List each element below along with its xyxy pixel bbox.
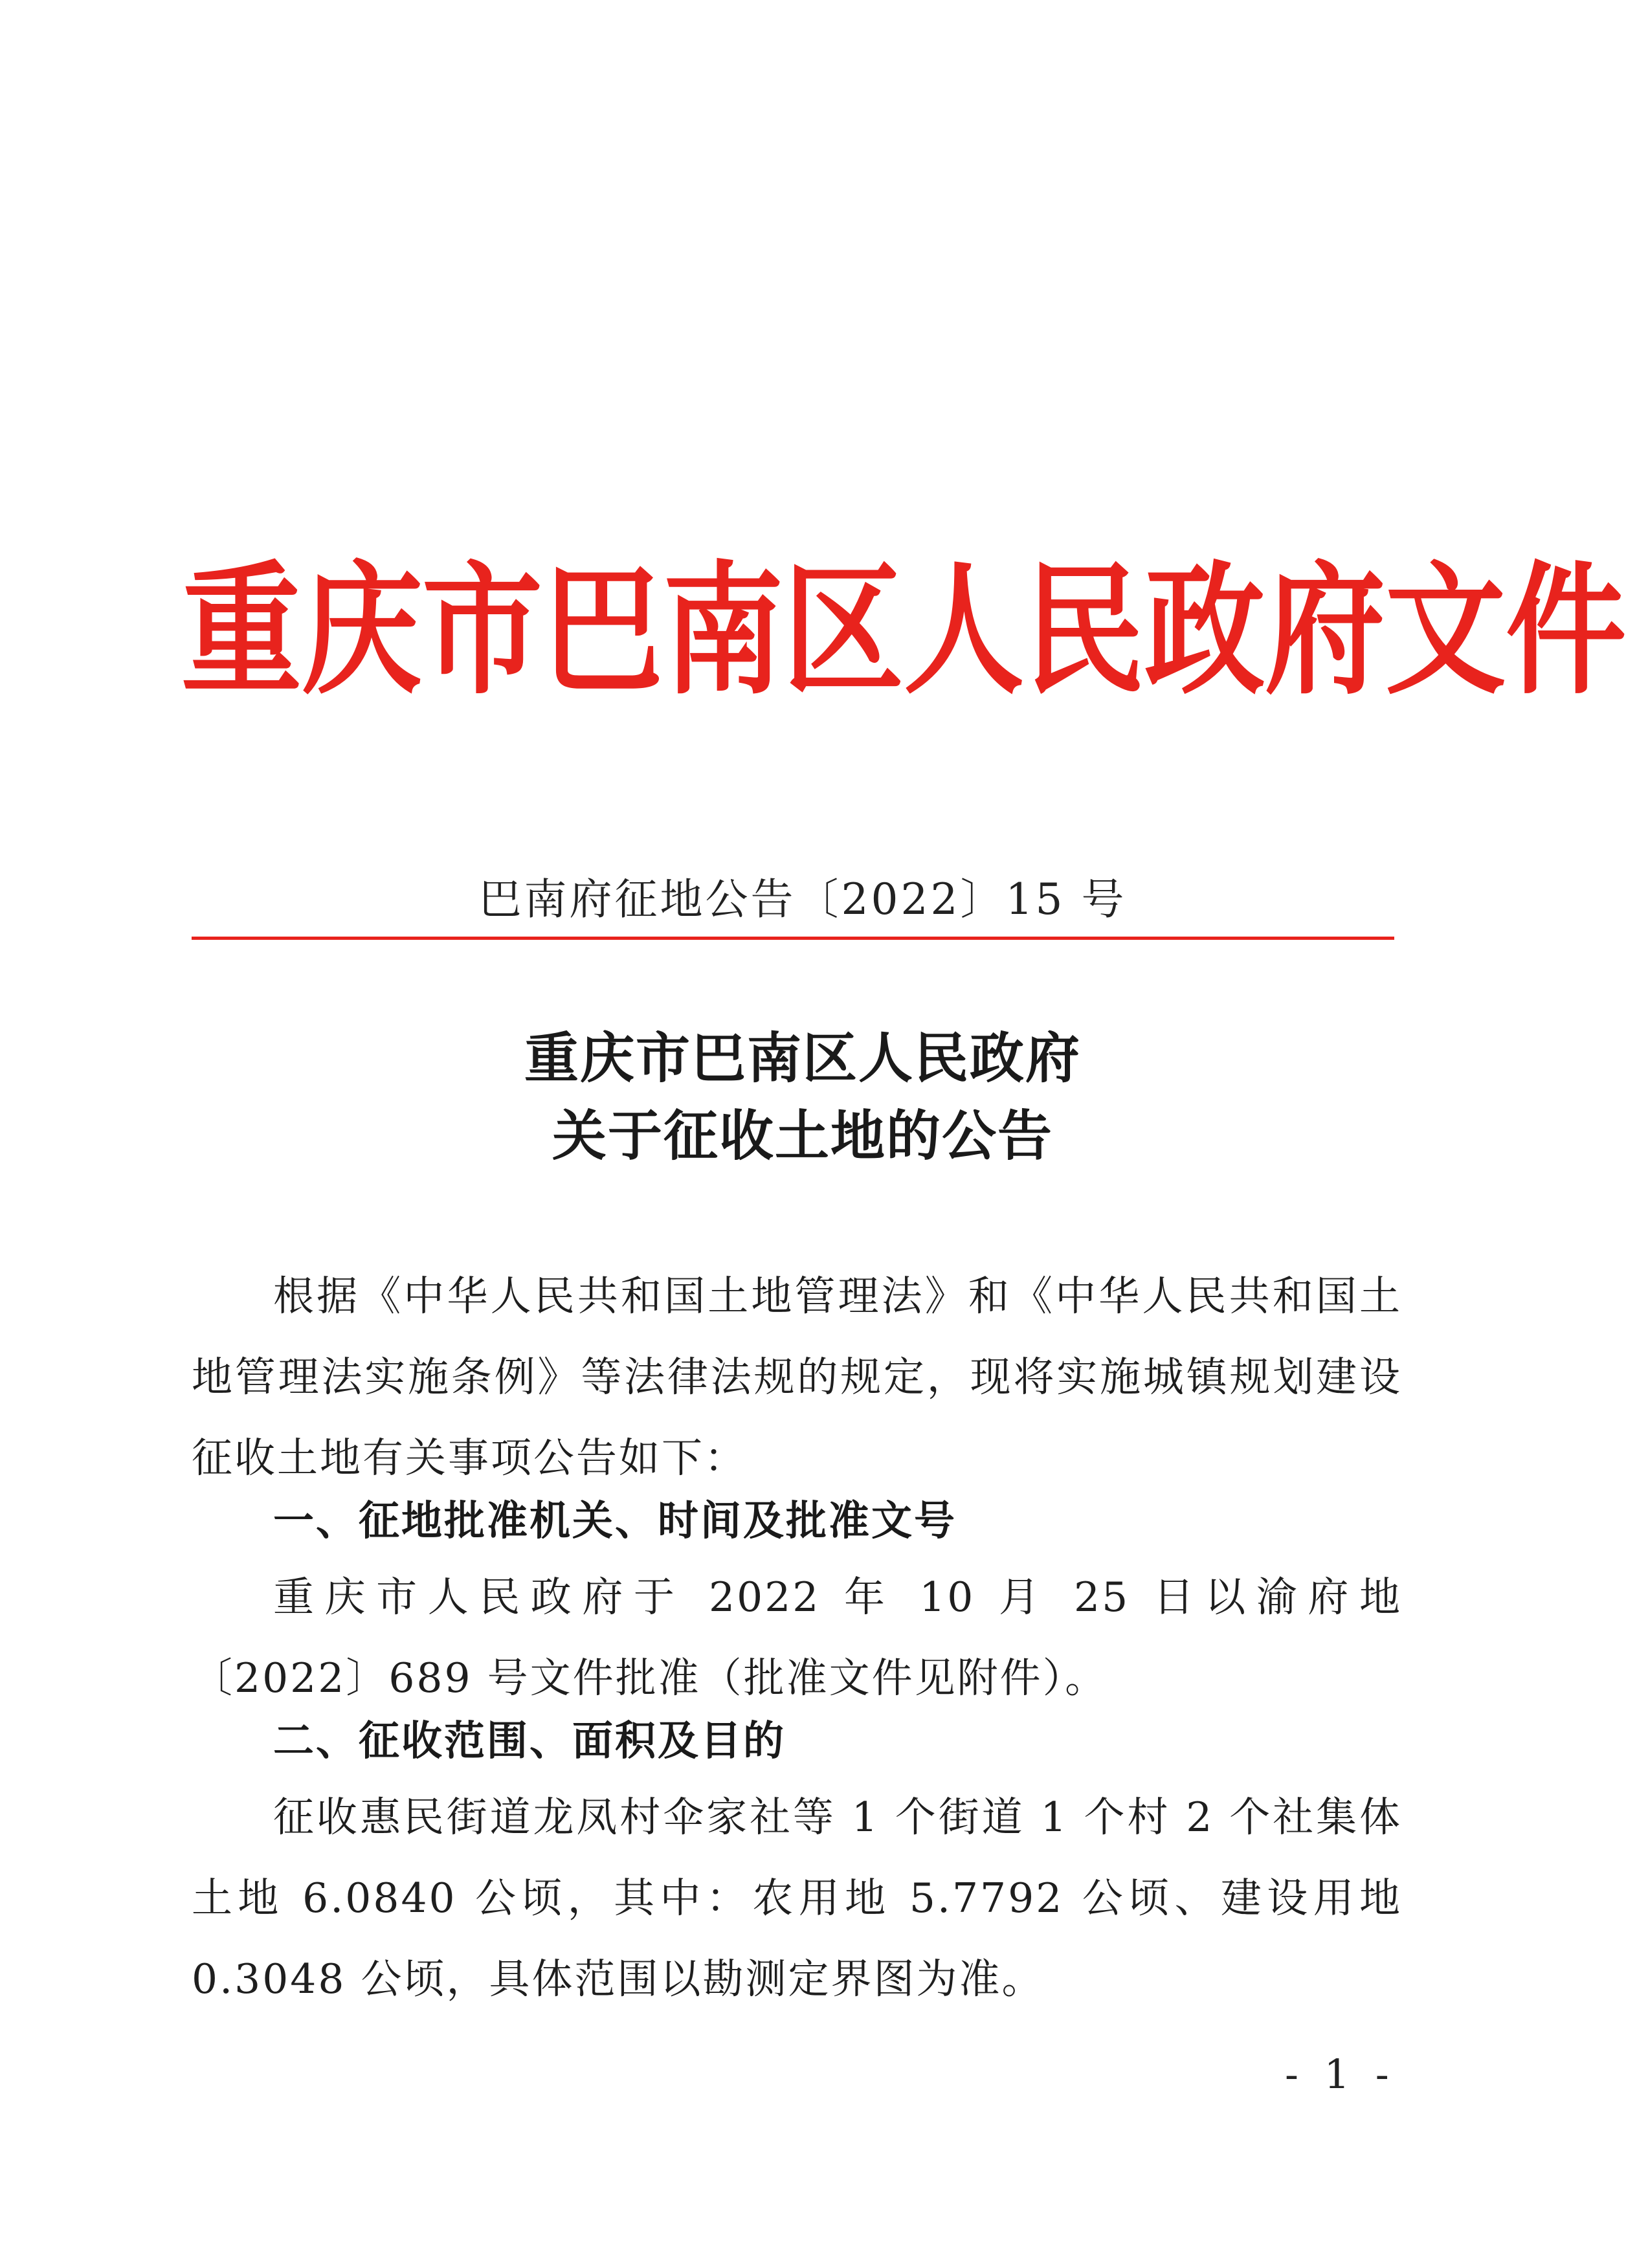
red-separator-line (192, 937, 1394, 940)
notice-title-line-2: 关于征收土地的公告 (551, 1104, 1053, 1168)
section-1-heading: 一、征地批准机关、时间及批准文号 (273, 1497, 957, 1544)
masthead-char: 重 (181, 548, 302, 714)
masthead-char: 市 (422, 548, 543, 714)
masthead-char: 件 (1506, 548, 1626, 714)
masthead-char: 人 (904, 548, 1025, 714)
section-2-heading: 二、征收范围、面积及目的 (273, 1717, 786, 1764)
page-number: - 1 - (1285, 2051, 1396, 2098)
masthead-char: 民 (1024, 548, 1145, 714)
notice-title-line-1: 重庆市巴南区人民政府 (524, 1027, 1081, 1090)
masthead-char: 政 (1144, 548, 1265, 714)
masthead-char: 区 (783, 548, 904, 714)
masthead-char: 庆 (302, 548, 423, 714)
document-number: 巴南府征地公告〔2022〕15 号 (478, 874, 1127, 924)
masthead-char: 南 (663, 548, 784, 714)
section-1-paragraph: 重庆市人民政府于 2022 年 10 月 25 日以渝府地〔2022〕689 号文件批准（批准文件见附件）。 (192, 1573, 1402, 1702)
section-2-paragraph: 征收惠民街道龙凤村伞家社等 1 个街道 1 个村 2 个社集体土地 6.0840 公顷，其中：农用地 5.7792 公顷、建设用地 0.3048 公顷，具体范围以勘测定界图为准。 (192, 1794, 1402, 2003)
masthead-char: 文 (1385, 548, 1506, 714)
intro-paragraph: 根据《中华人民共和国土地管理法》和《中华人民共和国土地管理法实施条例》等法律法规的规定，现将实施城镇规划建设征收土地有关事项公告如下： (192, 1273, 1402, 1482)
document-masthead (181, 547, 1626, 715)
masthead-char: 府 (1265, 548, 1386, 714)
masthead-char: 巴 (542, 548, 663, 714)
